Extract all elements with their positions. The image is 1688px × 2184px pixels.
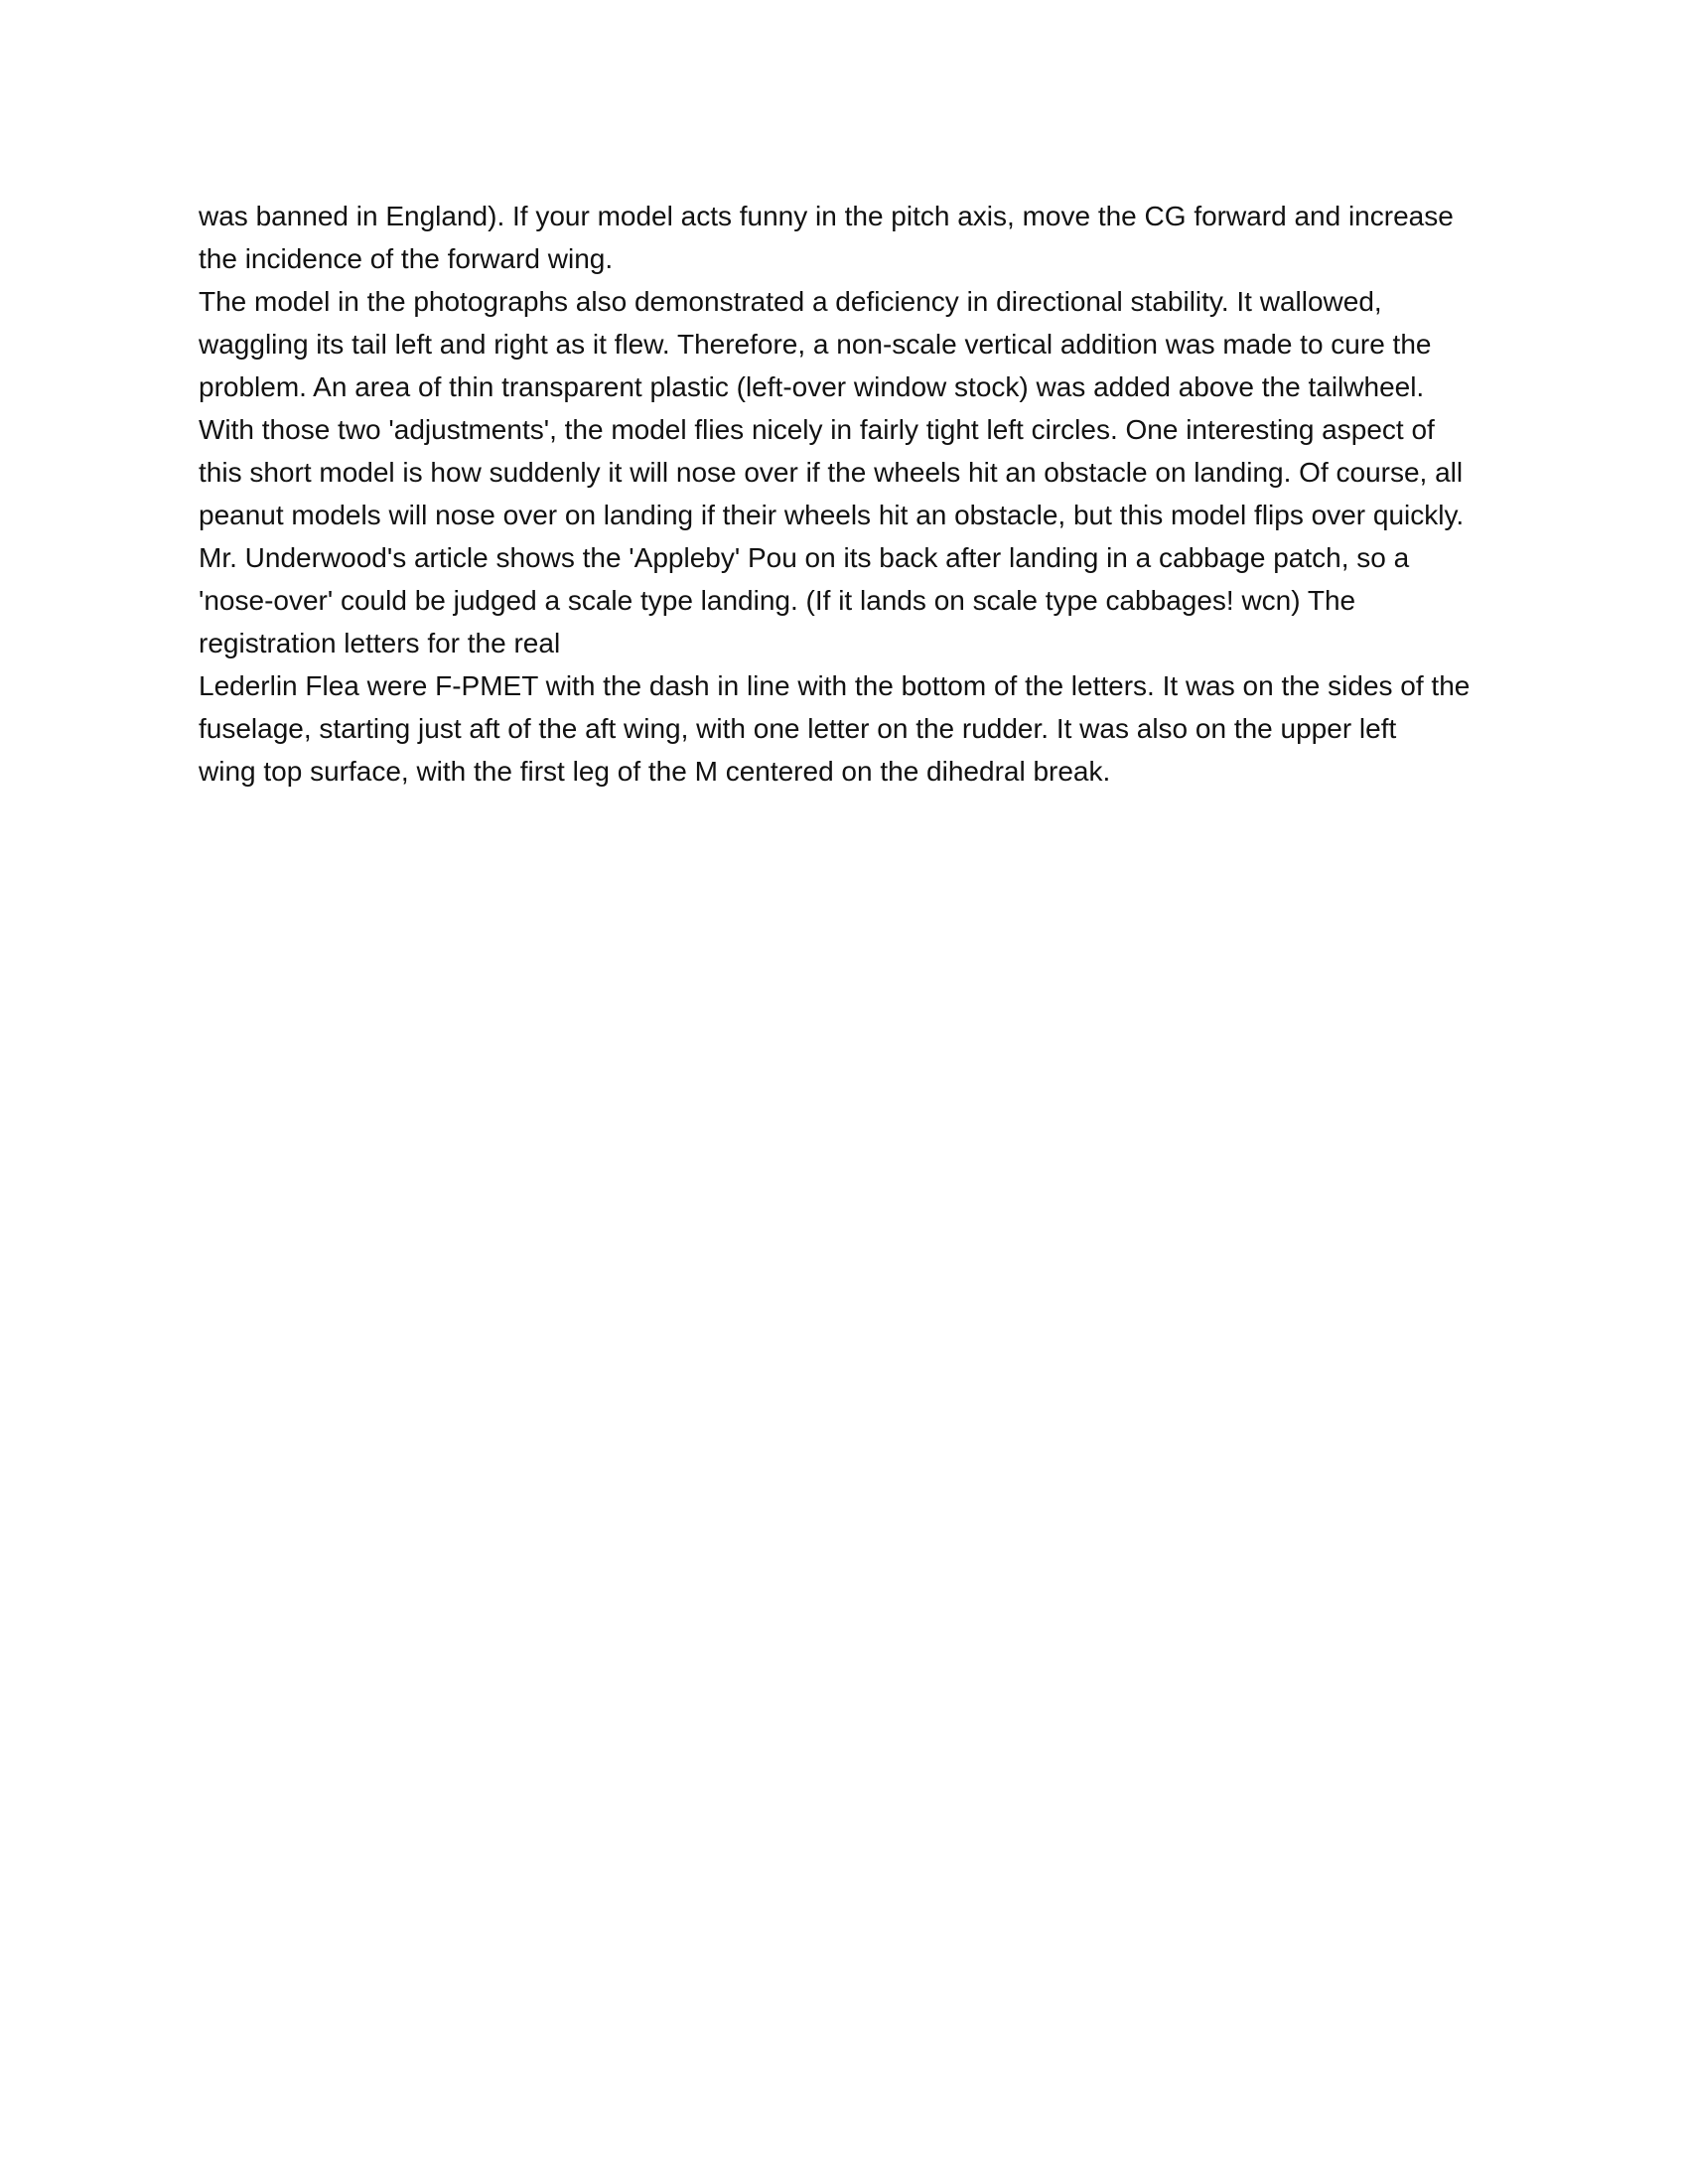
body-text <box>199 195 1489 793</box>
text-line: registration letters for the real <box>199 628 561 658</box>
text-line: peanut models will nose over on landing if their wheels hit an obstacle, but this model flips over quickly. <box>199 500 1465 530</box>
text-line: the incidence of the forward wing. <box>199 243 614 274</box>
text-line: waggling its tail left and right as it flew. Therefore, a non-scale vertical addition was made to cure the <box>199 329 1432 360</box>
text-line: With those two 'adjustments', the model flies nicely in fairly tight left circles. One interesting aspect of <box>199 414 1435 445</box>
text-line: this short model is how suddenly it will nose over if the wheels hit an obstacle on landing. Of course, all <box>199 457 1464 488</box>
text-line: was banned in England). If your model acts funny in the pitch axis, move the CG forward and increase <box>199 201 1454 231</box>
text-line: 'nose-over' could be judged a scale type landing. (If it lands on scale type cabbages! wcn) The <box>199 585 1356 616</box>
text-line: wing top surface, with the first leg of the M centered on the dihedral break. <box>199 756 1111 787</box>
text-line: problem. An area of thin transparent plastic (left-over window stock) was added above the tailwheel. <box>199 371 1425 402</box>
text-line: Lederlin Flea were F-PMET with the dash in line with the bottom of the letters. It was on the sides of the <box>199 670 1471 701</box>
text-line: fuselage, starting just aft of the aft wing, with one letter on the rudder. It was also on the upper left <box>199 713 1397 744</box>
text-line: Mr. Underwood's article shows the 'Appleby' Pou on its back after landing in a cabbage patch, so a <box>199 542 1410 573</box>
text-line: The model in the photographs also demonstrated a deficiency in directional stability. It wallowed, <box>199 286 1382 317</box>
